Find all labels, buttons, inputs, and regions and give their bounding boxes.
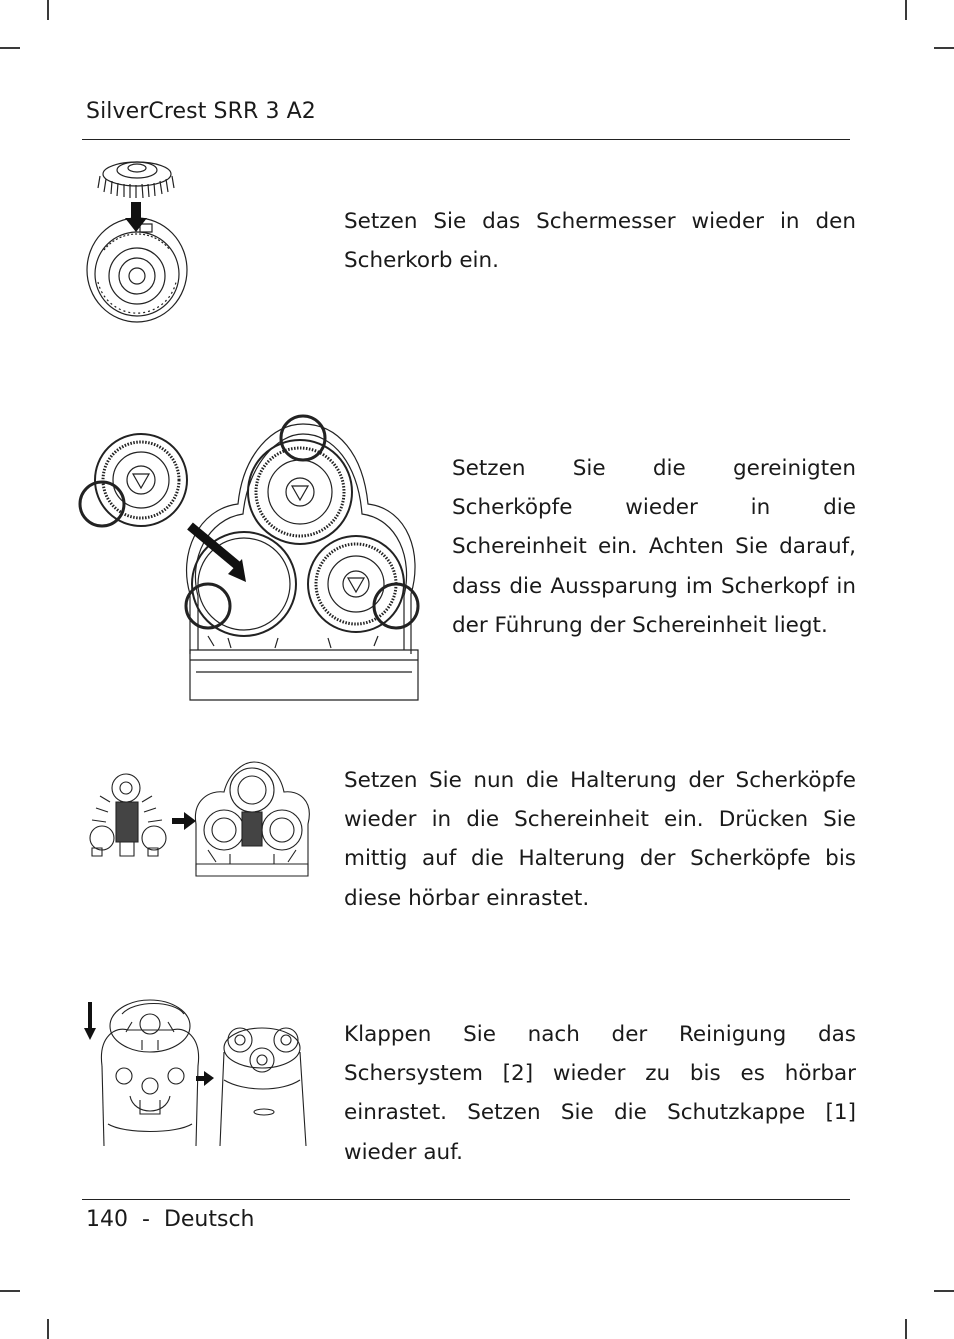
step-1-text: Setzen Sie das Schermesser wieder in den Scherkorb ein. — [344, 209, 856, 274]
crop-mark — [934, 47, 954, 49]
page-header-title: SilverCrest SRR 3 A2 — [86, 99, 316, 124]
footer-separator: - — [142, 1207, 150, 1232]
crop-mark — [47, 1319, 49, 1339]
crop-mark — [47, 0, 49, 20]
crop-mark — [0, 1290, 20, 1292]
shaving-heads-insert-illustration — [78, 414, 422, 702]
page-footer — [86, 1207, 255, 1232]
close-shaving-system-illustration — [84, 996, 310, 1148]
footer-language: Deutsch — [163, 1207, 255, 1232]
crop-mark — [0, 47, 20, 49]
step-3-text: Setzen Sie nun die Halterung der Scherköpfe wieder in die Schereinheit ein. Drücken Sie mittig auf die Halterung der Scherköpfe bis diese hörbar einrastet. — [344, 768, 856, 911]
crop-mark — [905, 1319, 907, 1339]
crop-mark — [934, 1290, 954, 1292]
cutter-insert-illustration — [84, 152, 190, 328]
step-2-text: Setzen Sie die gereinigten Scherköpfe wieder in die Schereinheit ein. Achten Sie darauf, dass die Aussparung im Scherkopf in der Führung der Schereinheit liegt. — [452, 456, 856, 638]
step-4-text: Klappen Sie nach der Reinigung das Schersystem [2] wieder zu bis es hörbar einrastet. Setzen Sie die Schutzkappe [1] wieder auf. — [344, 1022, 856, 1165]
header-rule — [82, 139, 850, 140]
holder-insert-illustration — [84, 760, 310, 878]
page-number: 140 — [86, 1207, 128, 1232]
crop-mark — [905, 0, 907, 20]
footer-rule — [82, 1199, 850, 1200]
